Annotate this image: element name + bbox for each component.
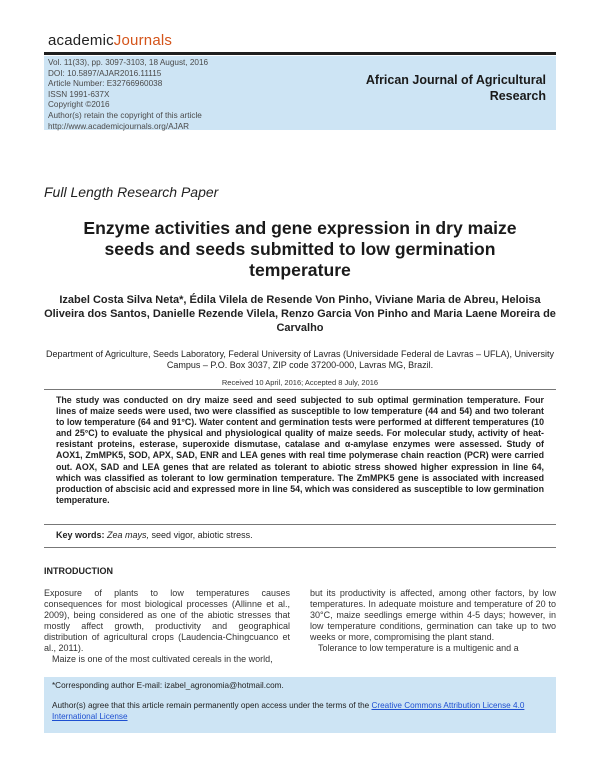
header-divider (44, 52, 556, 55)
abstract-top-divider (44, 389, 556, 390)
affiliation: Department of Agriculture, Seeds Laboratory, Federal University of Lavras (Universidade Federal de Lavras – UFLA), University Campus – P.O. Box 3037, ZIP code 37200-000, Lavras MG, Brazil. (45, 349, 555, 370)
meta-volume: Vol. 11(33), pp. 3097-3103, 18 August, 2016 (48, 58, 209, 67)
introduction-heading: INTRODUCTION (44, 566, 113, 576)
meta-article-number: Article Number: E32766960038 (48, 79, 163, 89)
meta-rights: Author(s) retain the copyright of this article (48, 110, 202, 120)
article-title: Enzyme activities and gene expression in dry maize seeds and seeds submitted to low germination temperature (83, 218, 517, 280)
keywords-species: Zea mays, (107, 530, 150, 540)
intro-paragraph-3: but its productivity is affected, among other factors, by low temperatures. In adequate moisture and temperature of 20 to 30°C, maize seedlings emerge within 4-5 days; however, in low temperature conditions, germination can take up to two weeks or more, compromising the plant stand. (310, 588, 556, 642)
body-column-right (310, 588, 556, 654)
meta-url[interactable]: http://www.academicjournals.org/AJAR (48, 121, 190, 131)
license-statement (52, 701, 548, 722)
received-dates: Received 10 April, 2016; Accepted 8 July, 2016 (221, 378, 379, 387)
logo-text-journals: Journals (113, 32, 173, 49)
article-metadata (48, 58, 208, 132)
keywords-top-divider (44, 524, 556, 525)
meta-copyright: Copyright ©2016 (48, 100, 110, 110)
license-link[interactable]: Creative Commons Attribution License 4.0 International License (52, 701, 525, 721)
journal-logo (48, 32, 172, 49)
author-list: Izabel Costa Silva Neta*, Édila Vilela de Resende Von Pinho, Viviane Maria de Abreu, Heloisa Oliveira dos Santos, Danielle Rezende Vilela, Renzo Garcia Von Pinho and Maria Laene Moreira de Carvalho (44, 294, 556, 334)
meta-doi: DOI: 10.5897/AJAR2016.11115 (48, 68, 162, 78)
body-column-left (44, 588, 290, 665)
article-type: Full Length Research Paper (44, 184, 219, 200)
intro-paragraph-1: Exposure of plants to low temperatures causes consequences for most biological processes (Allinne et al., 2009), being considered as one of the abiotic stresses that mostly affect growth, productivity and geographical distribution of agricultural crops (Laudencia-Chingcuanco et al., 2011). (44, 588, 290, 653)
abstract: The study was conducted on dry maize seed and seed subjected to sub optimal germination temperature. Four lines of maize seeds were used, two were classified as susceptible to low temperature (44 and 54) and two tolerant to low temperature (64 and 91°C). Water content and germination tests were performed at different temperatures (10 and 25°C) to evaluate the physical and physiological quality of maize seeds. For molecular study, activity of heat-resistant proteins, esterase, superoxide dismutase, catalase and α-amylase enzymes were assessed. Study of AOX1, ZmMPK5, SOD, APX, SAD, ENR and LEA genes with real time polymerase chain reaction (PCR) were carried out. AOX, SAD and LEA genes that are related as tolerant to abiotic stress showed higher expression in line 64, which was classified as tolerant to low germination temperature. The ZmMPK5 gene is associated with increased production of abscisic acid and expressed more in line 54, which was considered as susceptible to low germination temperature. (56, 395, 544, 505)
keywords-rest: seed vigor, abiotic stress. (149, 530, 253, 540)
intro-paragraph-2: Maize is one of the most cultivated cereals in the world, (52, 654, 273, 664)
article-info-box (44, 56, 556, 130)
keywords-bottom-divider (44, 547, 556, 548)
keywords-label: Key words: (56, 530, 105, 540)
corresponding-author: *Corresponding author E-mail: izabel_agronomia@hotmail.com. (52, 681, 284, 690)
license-text: Author(s) agree that this article remain permanently open access under the terms of the (52, 701, 372, 710)
keywords (56, 530, 544, 540)
meta-issn: ISSN 1991-637X (48, 89, 110, 99)
logo-text-academic: academic (48, 32, 114, 49)
footnote-box (44, 677, 556, 733)
journal-name: African Journal of Agricultural Research (365, 73, 546, 103)
intro-paragraph-4: Tolerance to low temperature is a multigenic and a (318, 643, 519, 653)
